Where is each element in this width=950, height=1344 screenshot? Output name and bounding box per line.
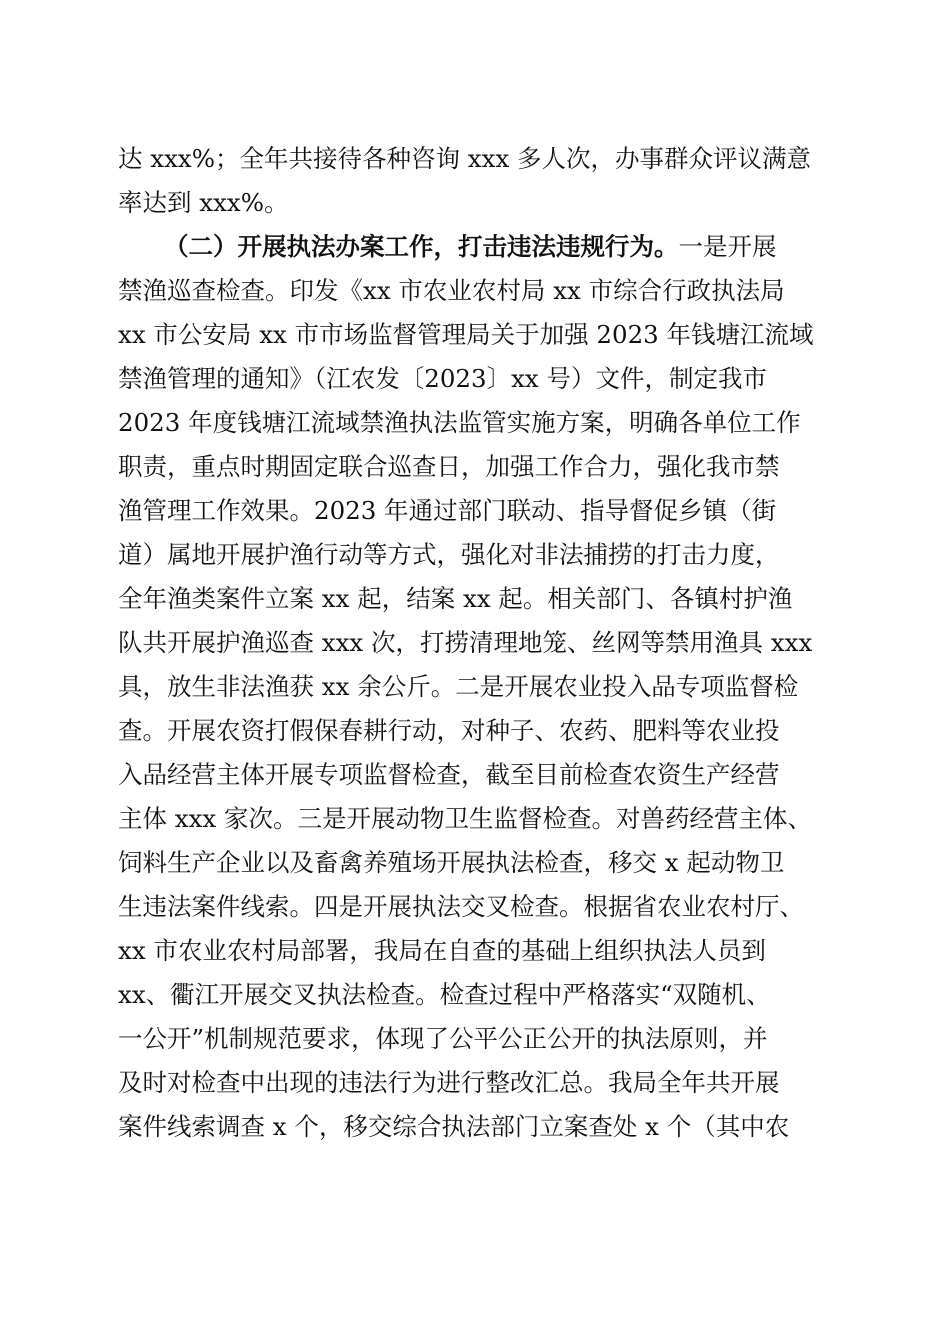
text-line: 入品经营主体开展专项监督检查，截至目前检查农资生产经营: [118, 760, 780, 789]
text-line: 具，放生非法渔获 xx 余公斤。二是开展农业投入品专项监督检: [118, 672, 799, 701]
text-line: xx、衢江开展交叉执法检查。检查过程中严格落实“双随机、: [118, 980, 771, 1009]
text-line: 禁渔管理的通知》（江农发〔2023〕xx 号）文件，制定我市: [118, 364, 768, 393]
section-heading: （二）开展执法办案工作，打击违法违规行为。: [164, 232, 679, 261]
text-line: xx 市农业农村局部署，我局在自查的基础上组织执法人员到: [118, 936, 766, 965]
document-body: [118, 137, 838, 1149]
text-line: 达 xxx%；全年共接待各种咨询 xxx 多人次，办事群众评议满意: [118, 144, 812, 173]
text-line: 道）属地开展护渔行动等方式，强化对非法捕捞的打击力度，: [118, 540, 780, 569]
paragraph-2: [118, 225, 838, 1149]
text-line: 2023 年度钱塘江流域禁渔执法监管实施方案，明确各单位工作: [118, 408, 801, 437]
text-line: 及时对检查中出现的违法行为进行整改汇总。我局全年共开展: [118, 1068, 780, 1097]
heading-line-rest: 一是开展: [678, 232, 777, 261]
text-line: xx 市公安局 xx 市市场监督管理局关于加强 2023 年钱塘江流域: [118, 320, 814, 349]
text-line: 案件线索调查 x 个，移交综合执法部门立案查处 x 个（其中农: [118, 1112, 790, 1141]
text-line: 禁渔巡查检查。印发《xx 市农业农村局 xx 市综合行政执法局: [118, 276, 785, 305]
text-line: 生违法案件线索。四是开展执法交叉检查。根据省农业农村厅、: [118, 892, 804, 921]
text-line: 职责，重点时期固定联合巡查日，加强工作合力，强化我市禁: [118, 452, 780, 481]
paragraph-1: [118, 137, 838, 225]
paragraph-heading-line: [118, 225, 838, 269]
text-line: 队共开展护渔巡查 xxx 次，打捞清理地笼、丝网等禁用渔具 xxx: [118, 628, 813, 657]
text-line: 率达到 xxx%。: [118, 188, 289, 217]
text-line: 饲料生产企业以及畜禽养殖场开展执法检查，移交 x 起动物卫: [118, 848, 785, 877]
text-line: 查。开展农资打假保春耕行动，对种子、农药、肥料等农业投: [118, 716, 780, 745]
text-line: 渔管理工作效果。2023 年通过部门联动、指导督促乡镇（街: [118, 496, 777, 525]
text-line: 主体 xxx 家次。三是开展动物卫生监督检查。对兽药经营主体、: [118, 804, 813, 833]
text-line: 全年渔类案件立案 xx 起，结案 xx 起。相关部门、各镇村护渔: [118, 584, 793, 613]
text-line: 一公开”机制规范要求，体现了公平公正公开的执法原则，并: [118, 1024, 768, 1053]
